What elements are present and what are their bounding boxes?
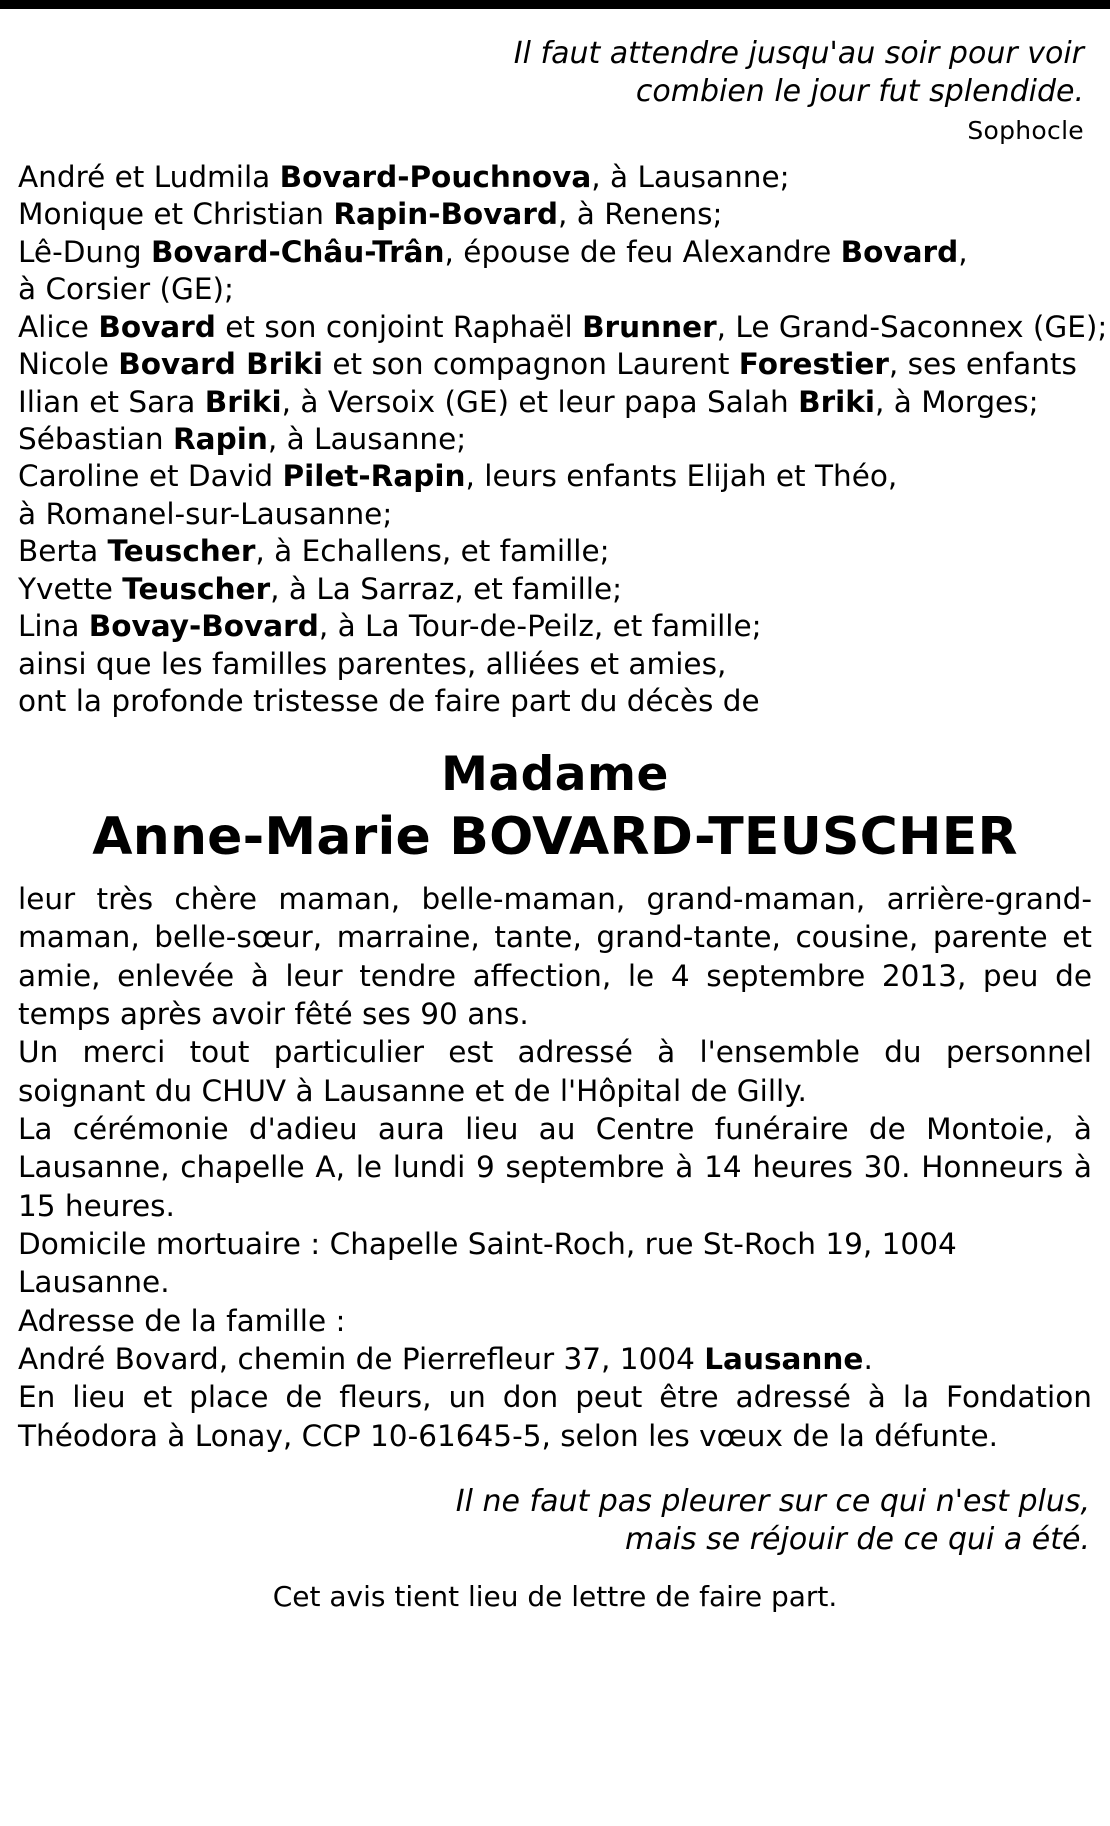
text-run: Berta [18,534,108,569]
closing-quote [18,1483,1090,1560]
body-paragraph-3: La cérémonie d'adieu aura lieu au Centre funéraire de Montoie, à Lausanne, chapelle A, le lundi 9 septembre à 14 heures 30. Honneurs à 15 heures. [18,1111,1092,1223]
epigraph-line-2: combien le jour fut splendide. [635,74,1084,110]
text-run: Monique et Christian [18,197,334,232]
surname-emphasis: Forestier [738,347,889,382]
body-paragraph-1: leur très chère maman, belle-maman, grand-maman, arrière-grand-maman, belle-sœur, marraine, tante, grand-tante, cousine, parente et amie, enlevée à leur tendre affection, le 4 septembre 2013, peu de temps après avoir fêté ses 90 ans. [18,881,1092,1031]
text-run: André et Ludmila [18,159,280,194]
text-run: Caroline et David [18,459,283,494]
surname-emphasis: Rapin-Bovard [333,197,558,232]
surname-emphasis: Bovay-Bovard [88,609,319,644]
closing-line-2: mais se réjouir de ce qui a été. [624,1522,1090,1558]
family-line [18,571,1092,608]
text-run: André Bovard, chemin de Pierrefleur 37, 1004 [18,1341,705,1376]
text-run: et son compagnon Laurent [322,347,739,382]
text-run: , ses enfants [888,347,1077,382]
surname-emphasis: Brunner [582,309,717,344]
surname-emphasis: Briki [798,384,876,419]
notice-content [0,9,1110,1635]
text-run: Yvette [18,571,123,606]
surname-emphasis: Teuscher [122,571,271,606]
body-text [18,880,1092,1455]
text-run: , à Renens; [558,197,723,232]
surname-emphasis: Bovard [98,309,216,344]
text-run: , épouse de feu Alexandre [444,234,841,269]
text-run: , Le Grand-Saconnex (GE); [716,309,1108,344]
text-run: , à Lausanne; [591,159,790,194]
text-run: à Romanel-sur-Lausanne; [18,496,393,531]
text-run: , à La Sarraz, et famille; [270,571,623,606]
surname-emphasis: Teuscher [107,534,256,569]
family-list [18,159,1108,721]
text-run: , à La Tour-de-Peilz, et famille; [318,609,762,644]
family-line [18,533,1092,570]
surname-emphasis: Bovard-Châu-Trân [150,234,445,269]
text-run: Nicole [18,347,119,382]
text-run: Lê-Dung [18,234,151,269]
epigraph-line-1: Il faut attendre jusqu'au soir pour voir [513,36,1084,71]
body-paragraph-2: Un merci tout particulier est adressé à l'ensemble du personnel soignant du CHUV à Lausanne et de l'Hôpital de Gilly. [18,1035,1092,1108]
family-line [18,196,1092,233]
body-paragraph-4: Domicile mortuaire : Chapelle Saint-Roch, rue St-Roch 19, 1004 Lausanne. [18,1226,957,1300]
closing-line-1: Il ne faut pas pleurer sur ce qui n'est plus, [455,1483,1090,1519]
epigraph-quote [18,35,1084,112]
text-run: à Corsier (GE); [18,272,234,307]
surname-emphasis: Bovard Briki [118,347,323,382]
top-rule-divider [0,0,1110,9]
family-line [18,608,1092,645]
surname-emphasis: Bovard-Pouchnova [279,159,592,194]
surname-emphasis: Rapin [172,421,268,456]
surname-emphasis: Lausanne [704,1341,864,1376]
family-line [18,346,1092,383]
surname-emphasis: Pilet-Rapin [282,459,466,494]
family-line [18,646,1092,683]
family-line [18,421,1092,458]
text-run: , à Versoix (GE) et leur papa Salah [281,384,799,419]
body-paragraph-5: Adresse de la famille : [18,1303,346,1338]
surname-emphasis: Bovard [840,234,959,269]
family-line [18,384,1092,421]
honorific-title: Madame [441,746,669,802]
text-run: ont la profonde tristesse de faire part du décès de [18,684,760,719]
text-run: Alice [18,309,99,344]
text-run: , à Morges; [875,384,1039,419]
text-run: , à Echallens, et famille; [255,534,610,569]
family-line [18,458,1092,495]
family-line [18,496,1092,533]
family-line [18,234,1092,271]
family-line [18,309,1108,346]
text-run: ainsi que les familles parentes, alliées et amies, [18,646,727,681]
footnote: Cet avis tient lieu de lettre de faire part. [272,1579,838,1613]
text-run: Ilian et Sara [18,384,205,419]
text-run: , à Lausanne; [267,421,467,456]
text-run: . [863,1341,873,1376]
family-address-line [18,1340,1092,1378]
donation-paragraph: En lieu et place de fleurs, un don peut être adressé à la Fondation Théodora à Lonay, CCP 10-61645-5, selon les vœux de la défunte. [18,1380,1092,1453]
text-run: Sébastian [18,421,173,456]
text-run: , leurs enfants Elijah et Théo, [465,459,898,494]
surname-emphasis: Briki [204,384,282,419]
text-run: , [958,234,968,269]
family-line [18,683,1092,720]
epigraph-attribution: Sophocle [967,115,1084,145]
text-run: Lina [18,609,89,644]
family-line [18,159,1092,196]
deceased-name: Anne-Marie BOVARD-TEUSCHER [92,806,1018,867]
family-line [18,271,1092,308]
text-run: et son conjoint Raphaël [215,309,583,344]
